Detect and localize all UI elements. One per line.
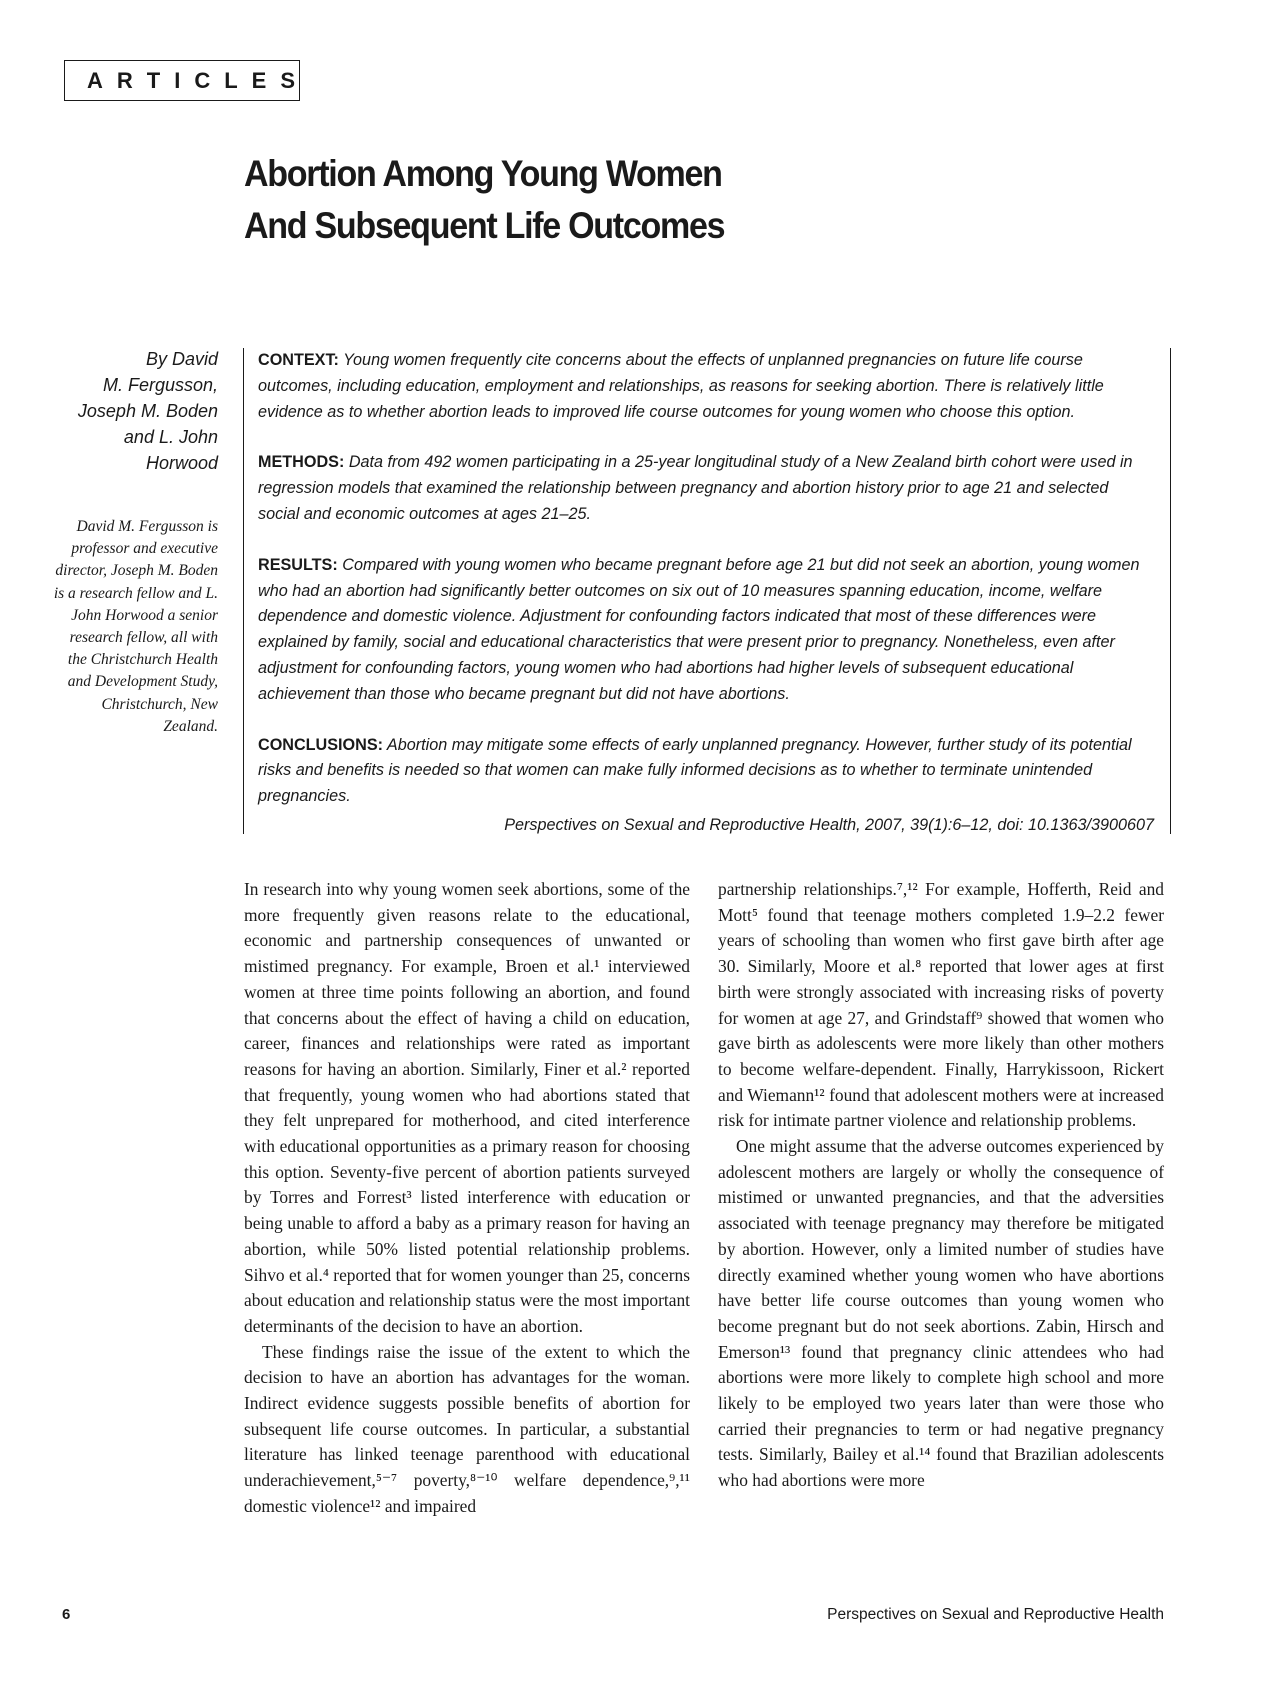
author-line: By David (145, 349, 218, 369)
results-text: Compared with young women who became pregnant before age 21 but did not seek an abortion, young women who had an abortion had significantly better outcomes on six out of 10 measures spanning education, income, welfare dependence and domestic violence. Adjustment for confounding factors indicated that most of these differences were explained by family, social and educational characteristics that were present prior to pregnancy. Nonetheless, even after adjustment for confounding factors, young women who had abortions had higher levels of subsequent educational achievement than those who became pregnant but did not have abortions. (258, 555, 1140, 703)
body-paragraph: One might assume that the adverse outcomes experienced by adolescent mothers are largely or wholly the consequence of mistimed or unwanted pregnancies, and that the adversities associated with teenage pregnancy may therefore be mitigated by abortion. However, only a limited number of studies have directly examined whether young women who have abortions have better life course outcomes than young women who become pregnant but do not seek abortions. Zabin, Hirsch and Emerson¹³ found that pregnancy clinic attendees who had abortions were more likely to complete high school and more likely to be employed two years later than were those who carried their pregnancies to term or had negative pregnancy tests. Similarly, Bailey et al.¹⁴ found that Brazilian adolescents who had abortions were more (718, 1136, 1164, 1491)
body-paragraph: partnership relationships.⁷,¹² For example, Hofferth, Reid and Mott⁵ found that teenage mothers completed 1.9–2.2 fewer years of schooling than women who first gave birth after age 30. Similarly, Moore et al.⁸ reported that lower ages at first birth were strongly associated with increasing risks of poverty for women at age 27, and Grindstaff⁹ showed that women who gave birth as adolescents were more likely than other mothers to become welfare-dependent. Finally, Harrykissoon, Rickert and Wiemann¹² found that adolescent mothers were at increased risk for intimate partner violence and relationship problems. (718, 879, 1164, 1131)
author-line: M. Fergusson, (102, 375, 218, 395)
abstract-methods (258, 450, 1154, 527)
body-column-right (718, 877, 1164, 1494)
article-title (244, 148, 888, 252)
results-label: RESULTS: (258, 555, 338, 574)
author-line: Horwood (145, 453, 218, 473)
conclusions-label: CONCLUSIONS: (258, 735, 384, 754)
abstract-results (258, 553, 1154, 708)
context-label: CONTEXT: (258, 351, 339, 369)
author-line: and L. John (123, 427, 218, 447)
author-byline (50, 346, 218, 476)
conclusions-text: Abortion may mitigate some effects of early unplanned pregnancy. However, further study of its potential risks and benefits is needed so that women can make fully informed decisions as to whether to terminate unintended pregnancies. (258, 735, 1132, 806)
methods-label: METHODS: (258, 453, 345, 472)
abstract-box (243, 348, 1171, 834)
title-line-2: And Subsequent Life Outcomes (244, 205, 725, 246)
context-text: Young women frequently cite concerns about the effects of unplanned pregnancies on future life course outcomes, including education, employment and relationships, as reasons for seeking abortion. There is relatively little evidence as to whether abortion leads to improved life course outcomes for young women who choose this option. (258, 351, 1104, 421)
body-column-left (244, 877, 690, 1520)
footer-journal-name: Perspectives on Sexual and Reproductive Health (827, 1606, 1164, 1623)
methods-text: Data from 492 women participating in a 25-year longitudinal study of a New Zealand birth cohort were used in regression models that examined the relationship between pregnancy and abortion history prior to age 21 and selected social and economic outcomes at ages 21–25. (258, 453, 1133, 523)
author-affiliation: David M. Fergusson is professor and executive director, Joseph M. Boden is a research fellow and L. John Horwood a senior research fellow, all with the Christchurch Health and Development Study, Christchurch, New Zealand. (53, 518, 218, 735)
abstract-context (258, 348, 1154, 425)
title-line-1: Abortion Among Young Women (244, 153, 722, 194)
author-line: Joseph M. Boden (77, 401, 218, 421)
body-paragraph: In research into why young women seek abortions, some of the more frequently given reasons relate to the educational, economic and partnership consequences of unwanted or mistimed pregnancy. For example, Broen et al.¹ interviewed women at three time points following an abortion, and found that concerns about the effect of having a child on education, career, finances and relationships were rated as important reasons for having an abortion. Similarly, Finer et al.² reported that frequently, young women who had abortions stated that they felt unprepared for motherhood, and cited interference with educational opportunities as a primary reason for choosing this option. Seventy-five percent of abortion patients surveyed by Torres and Forrest³ listed interference with education or being unable to afford a baby as a primary reason for having an abortion, while 50% listed potential relationship problems. Sihvo et al.⁴ reported that for women younger than 25, concerns about education and relationship status were the most important determinants of the decision to have an abortion. (244, 879, 690, 1336)
abstract-conclusions (258, 733, 1154, 810)
section-label: ARTICLES (64, 60, 300, 101)
page-number: 6 (62, 1606, 71, 1623)
body-paragraph: These findings raise the issue of the extent to which the decision to have an abortion has advantages for the woman. Indirect evidence suggests possible benefits of abortion for subsequent life course outcomes. In particular, a substantial literature has linked teenage parenthood with educational underachievement,⁵⁻⁷ poverty,⁸⁻¹⁰ welfare dependence,⁹,¹¹ domestic violence¹² and impaired (244, 1341, 690, 1516)
abstract-citation: Perspectives on Sexual and Reproductive Health, 2007, 39(1):6–12, doi: 10.1363/3900607 (504, 815, 1154, 834)
